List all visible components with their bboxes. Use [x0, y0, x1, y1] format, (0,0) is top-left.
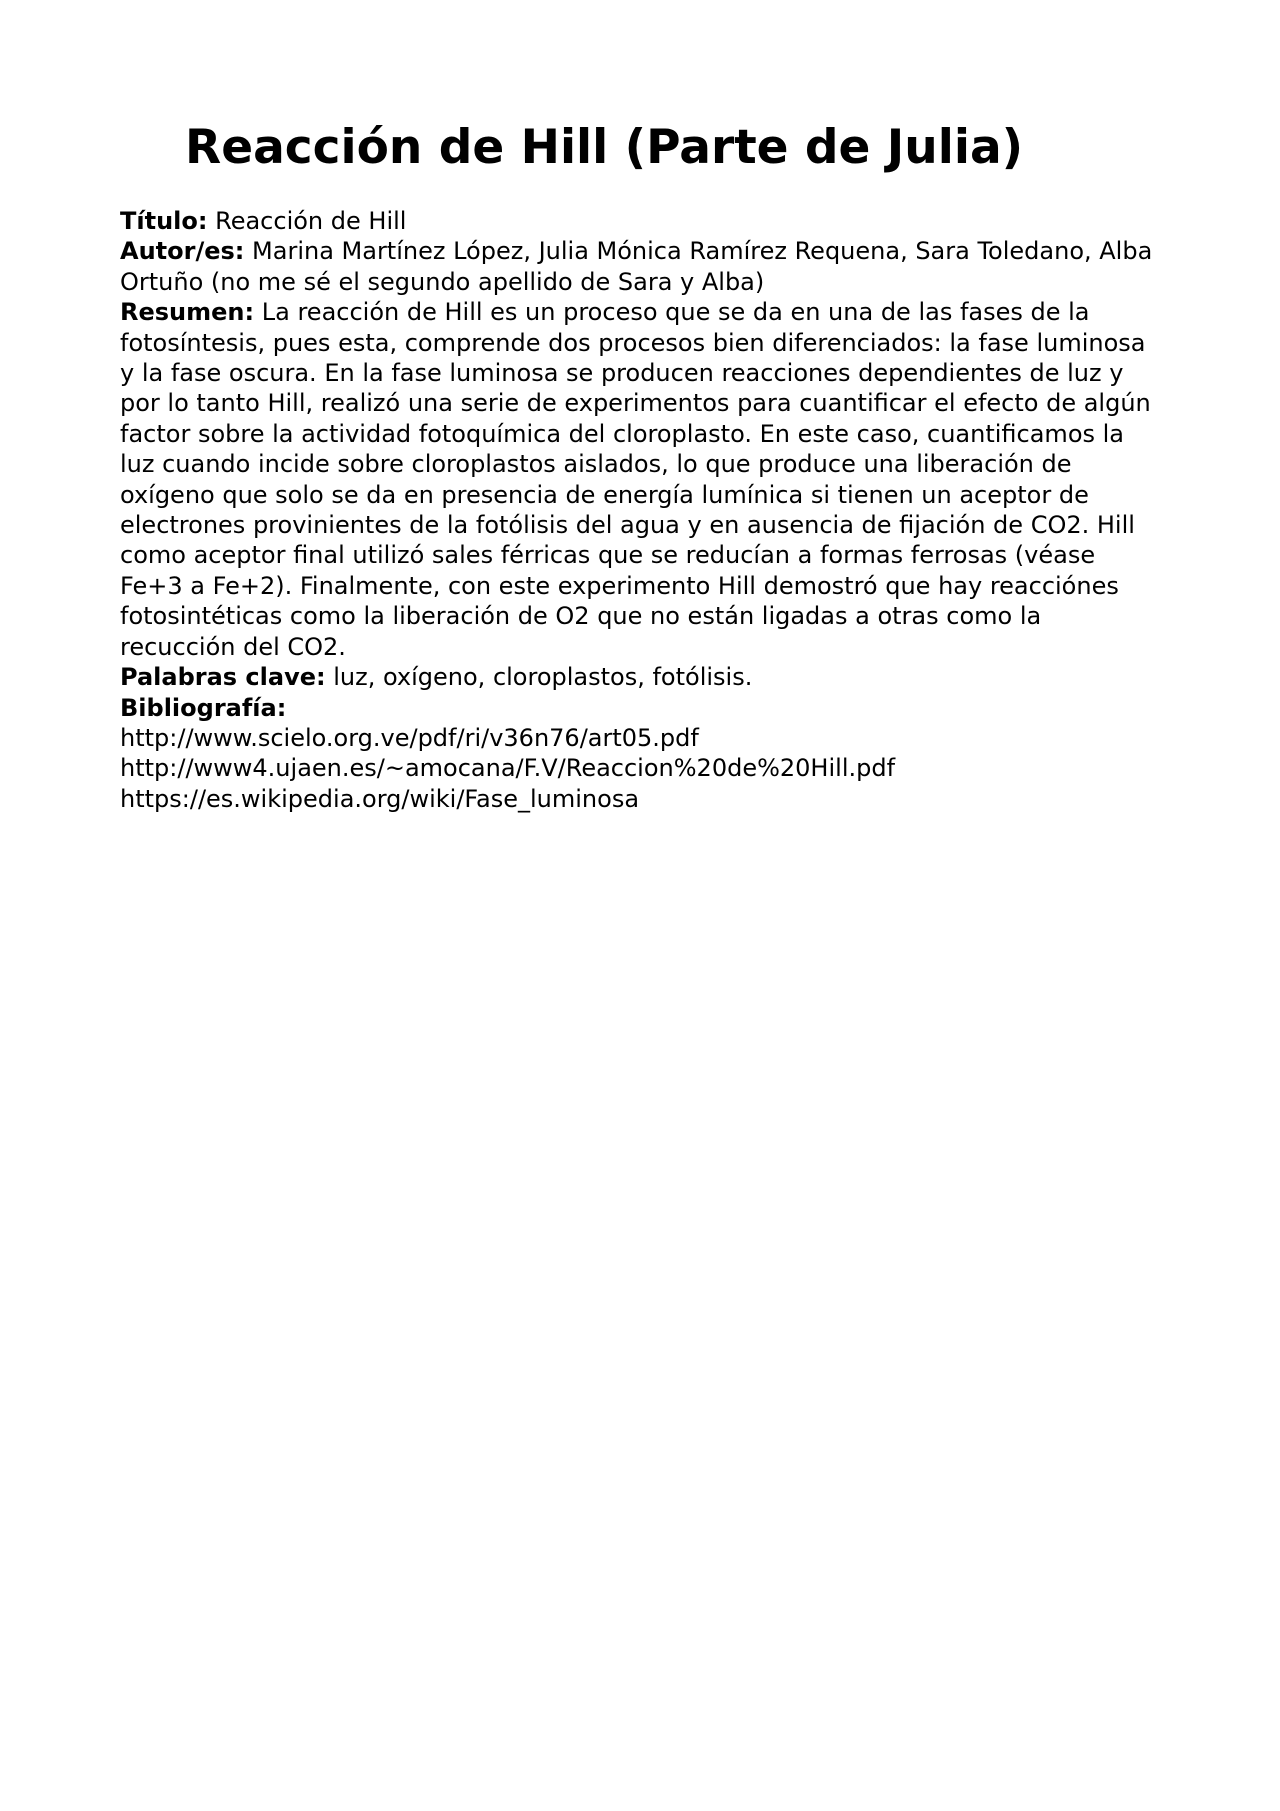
- bibliography-item: http://www.scielo.org.ve/pdf/ri/v36n76/art05.pdf: [120, 723, 699, 752]
- field-resumen-value: La reacción de Hill es un proceso que se da en una de las fases de la fotosíntesis, pues esta, comprende dos procesos bien diferenciados: la fase luminosa y la fase oscura. En la fase luminosa se producen reacciones dependientes de luz y por lo tanto Hill, realizó una serie de experimentos para cuantificar el efecto de algún factor sobre la actividad fotoquímica del cloroplasto. En este caso, cuantificamos la luz cuando incide sobre cloroplastos aislados, lo que produce una liberación de oxígeno que solo se da en presencia de energía lumínica si tienen un aceptor de electrones provinientes de la fotólisis del agua y en ausencia de fijación de CO2. Hill como aceptor final utilizó sales férricas que se reducían a formas ferrosas (véase Fe+3 a Fe+2). Finalmente, con este experimento Hill demostró que hay reacciónes fotosintéticas como la liberación de O2 que no están ligadas a otras como la recucción del CO2.: [120, 298, 1151, 661]
- field-resumen-label: Resumen:: [120, 298, 255, 327]
- field-bibliografia: [120, 693, 1160, 723]
- field-palabras-clave: [120, 662, 1160, 692]
- field-resumen: [120, 297, 1160, 662]
- field-autores-value: Marina Martínez López, Julia Mónica Ramírez Requena, Sara Toledano, Alba Ortuño (no me sé el segundo apellido de Sara y Alba): [120, 237, 1153, 296]
- field-autores-label: Autor/es:: [120, 237, 245, 266]
- field-palabras-clave-value: luz, oxígeno, cloroplastos, fotólisis.: [333, 663, 753, 692]
- field-titulo-value: Reacción de Hill: [215, 207, 407, 235]
- field-palabras-clave-label: Palabras clave:: [120, 663, 326, 692]
- field-titulo: [120, 206, 1160, 236]
- field-titulo-label: Título:: [120, 207, 208, 235]
- bibliography-item: https://es.wikipedia.org/wiki/Fase_luminosa: [120, 784, 640, 813]
- bibliography-item: http://www4.ujaen.es/~amocana/F.V/Reaccion%20de%20Hill.pdf: [120, 754, 896, 783]
- field-autores: [120, 236, 1160, 297]
- bibliography-list: [120, 723, 1160, 814]
- document-body: [120, 206, 1160, 814]
- page-title: Reacción de Hill (Parte de Julia): [185, 120, 1024, 175]
- field-bibliografia-label: Bibliografía:: [120, 693, 287, 722]
